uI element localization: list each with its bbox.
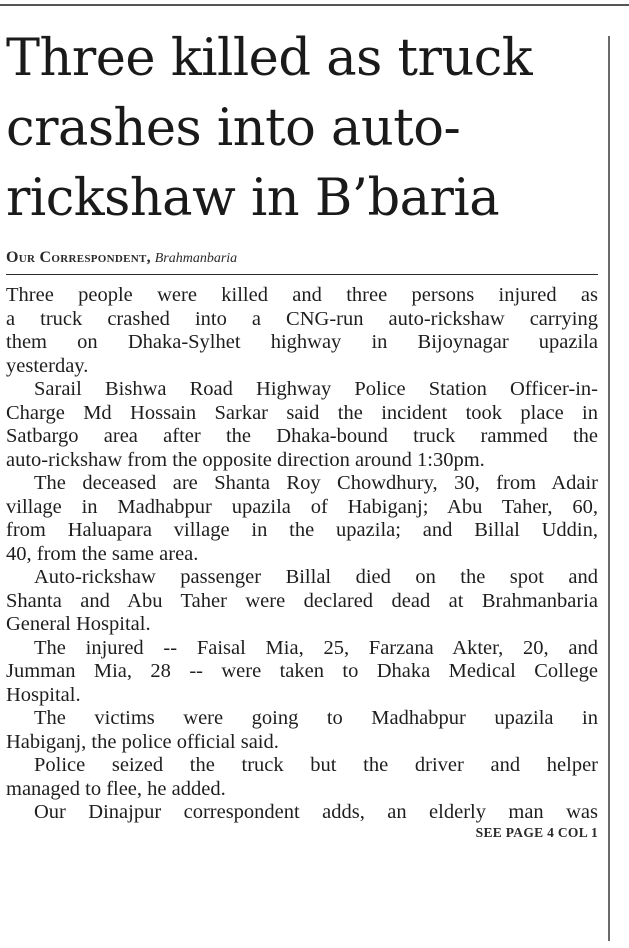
body-line: The injured -- Faisal Mia, 25, Farzana Akter, 20, and	[34, 636, 598, 659]
body-line: a truck crashed into a CNG-run auto-rickshaw carrying	[6, 307, 598, 330]
headline-line: Three killed as truck	[6, 29, 533, 88]
continuation-jump: SEE PAGE 4 COL 1	[475, 824, 598, 840]
byline-author: Our Correspondent,	[6, 249, 151, 266]
body-line: Satbargo area after the Dhaka-bound truck rammed the	[6, 425, 598, 447]
body-line: Sarail Bishwa Road Highway Police Station Officer-in-	[34, 378, 598, 400]
body-line: The deceased are Shanta Roy Chowdhury, 30, from Adair	[34, 472, 598, 494]
body-line: yesterday.	[6, 354, 89, 377]
body-line: auto-rickshaw from the opposite direction around 1:30pm.	[6, 448, 485, 471]
body-line: them on Dhaka-Sylhet highway in Bijoynagar upazila	[6, 331, 598, 353]
body-line: Our Dinajpur correspondent adds, an elderly man was	[34, 801, 598, 823]
body-line: General Hospital.	[6, 613, 151, 635]
body-line: Shanta and Abu Taher were declared dead at Brahmanbaria	[6, 589, 598, 612]
body-line: Auto-rickshaw passenger Billal died on the spot and	[34, 566, 598, 588]
body-line: The victims were going to Madhabpur upazila in	[34, 707, 598, 729]
body-line: 40, from the same area.	[6, 542, 199, 565]
news-article	[6, 24, 598, 841]
body-line: Police seized the truck but the driver and helper	[34, 754, 598, 776]
body-line: Hospital.	[6, 683, 81, 706]
byline	[6, 249, 598, 275]
column-rule	[608, 36, 610, 941]
headline-line: rickshaw in B’baria	[6, 169, 500, 228]
body-line: managed to flee, he added.	[6, 777, 226, 800]
body-line: Charge Md Hossain Sarkar said the incident took place in	[6, 401, 598, 424]
body-line: Three people were killed and three persons injured as	[6, 284, 598, 306]
headline	[6, 24, 598, 234]
body-line: Habiganj, the police official said.	[6, 730, 279, 753]
headline-line: crashes into auto-	[6, 99, 461, 158]
top-rule	[0, 4, 629, 6]
byline-location: Brahmanbaria	[154, 251, 238, 266]
body-line: Jumman Mia, 28 -- were taken to Dhaka Medical College	[6, 660, 598, 682]
body-line: village in Madhabpur upazila of Habiganj; Abu Taher, 60,	[6, 495, 598, 518]
body-line: from Haluapara village in the upazila; and Billal Uddin,	[6, 519, 598, 541]
article-body	[6, 284, 598, 825]
